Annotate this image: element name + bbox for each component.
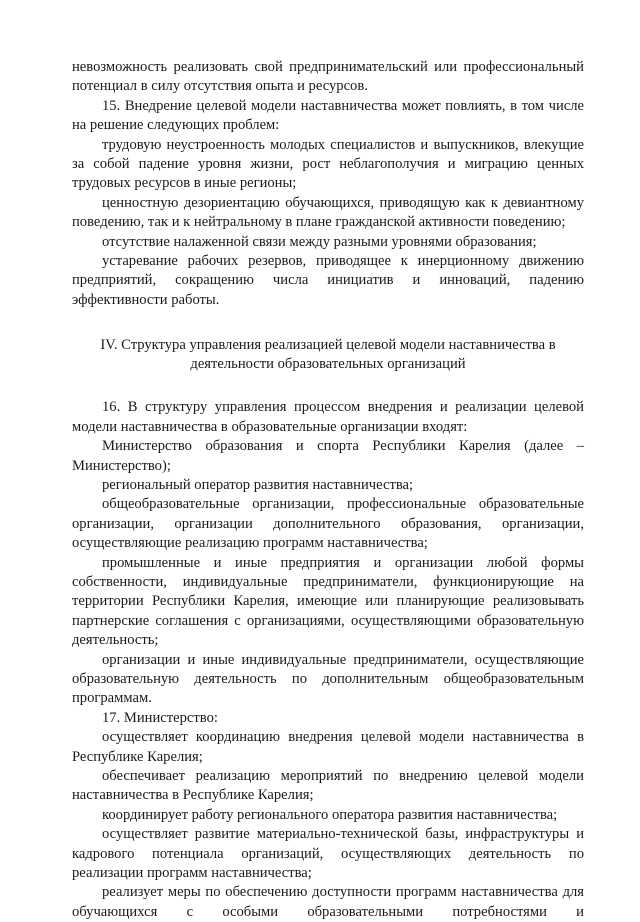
paragraph-item-15: 15. Внедрение целевой модели наставничества может повлиять, в том числе на решение следующих проблем: — [72, 97, 584, 134]
section-heading-iv: IV. Структура управления реализацией целевой модели наставничества в деятельности образовательных организаций — [100, 337, 556, 373]
list-item-structure-3: общеобразовательные организации, профессиональные образовательные организации, организации дополнительного образования, организации, осуществляющие реализацию программ наставничества; — [72, 496, 584, 552]
list-item-problem-4: устаревание рабочих резервов, приводящее к инерционному движению предприятий, сокращению числа инициатив и инноваций, падению эффективности работы. — [72, 253, 584, 308]
list-item-problem-2: ценностную дезориентацию обучающихся, приводящую как к девиантному поведению, так и к нейтральному в плане гражданской активности поведению; — [72, 194, 584, 231]
list-item-structure-5: организации и иные индивидуальные предприниматели, осуществляющие образовательную деятельность по дополнительным общеобразовательным программам. — [72, 651, 584, 707]
list-item-problem-3: отсутствие налаженной связи между разными уровнями образования; — [102, 233, 537, 250]
list-item-structure-2: региональный оператор развития наставничества; — [102, 476, 414, 493]
list-item-ministry-5: реализует меры по обеспечению доступности программ наставничества для обучающихся с особыми образовательными потребностями и — [72, 884, 584, 920]
list-item-ministry-2: обеспечивает реализацию мероприятий по внедрению целевой модели наставничества в Республике Карелия; — [72, 768, 584, 804]
list-item-problem-1: трудовую неустроенность молодых специалистов и выпускников, влекущие за собой падение уровня жизни, рост неблагополучия и миграцию ценных трудовых ресурсов в иные регионы; — [72, 136, 584, 192]
list-item-ministry-3: координирует работу регионального оператора развития наставничества; — [102, 806, 558, 823]
paragraph-item-17: 17. Министерство: — [102, 709, 218, 726]
list-item-ministry-1: осуществляет координацию внедрения целевой модели наставничества в Республике Карелия; — [72, 729, 584, 765]
list-item-ministry-4: осуществляет развитие материально-технической базы, инфраструктуры и кадрового потенциала организаций, осуществляющих деятельность по реализации программ наставничества; — [72, 826, 584, 882]
list-item-structure-1: Министерство образования и спорта Республики Карелия (далее – Министерство); — [72, 438, 584, 474]
paragraph-continuation: невозможность реализовать свой предпринимательский или профессиональный потенциал в силу отсутствия опыта и ресурсов. — [72, 59, 584, 95]
list-item-structure-4: промышленные и иные предприятия и организации любой формы собственности, индивидуальные предприниматели, функционирующие на территории Республики Карелия, имеющие или планирующие реализовывать партнерские соглашения с организациями, осуществляющими образовательную деятельность; — [72, 554, 584, 649]
paragraph-item-16: 16. В структуру управления процессом внедрения и реализации целевой модели наставничества в образовательные организации входят: — [72, 399, 584, 435]
